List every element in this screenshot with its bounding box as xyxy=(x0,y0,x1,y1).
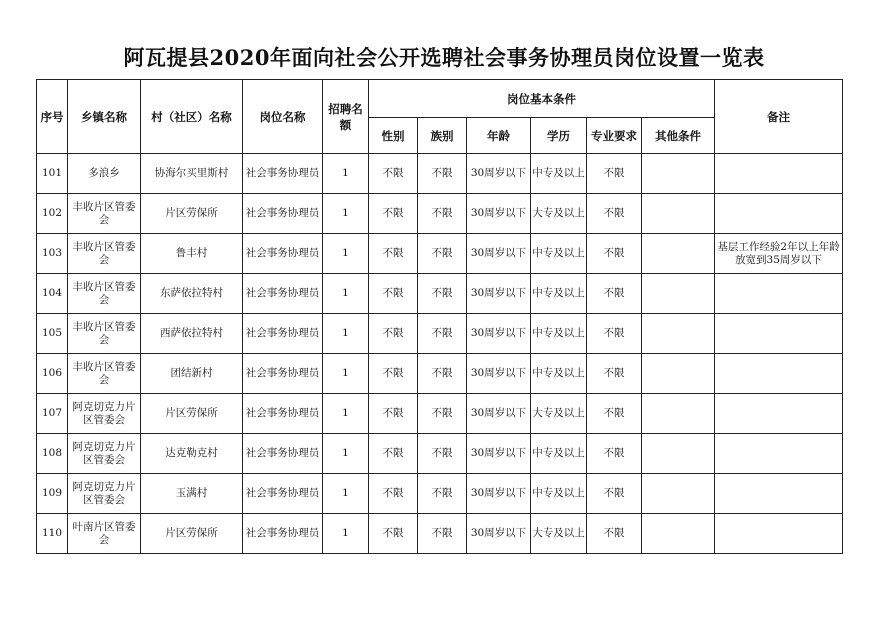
cell-education: 中专及以上 xyxy=(531,354,587,394)
cell-post: 社会事务协理员 xyxy=(243,314,323,354)
cell-major: 不限 xyxy=(587,354,642,394)
cell-remarks xyxy=(715,194,843,234)
cell-major: 不限 xyxy=(587,474,642,514)
cell-village: 鲁丰村 xyxy=(141,234,243,274)
cell-major: 不限 xyxy=(587,154,642,194)
cell-education: 中专及以上 xyxy=(531,234,587,274)
cell-education: 中专及以上 xyxy=(531,154,587,194)
cell-post: 社会事务协理员 xyxy=(243,354,323,394)
table-row xyxy=(37,274,843,314)
cell-quota: 1 xyxy=(323,474,369,514)
cell-education: 大专及以上 xyxy=(531,514,587,554)
cell-major: 不限 xyxy=(587,314,642,354)
cell-seq: 106 xyxy=(37,354,68,394)
header-education: 学历 xyxy=(531,118,587,154)
cell-remarks xyxy=(715,514,843,554)
cell-gender: 不限 xyxy=(369,394,418,434)
cell-seq: 107 xyxy=(37,394,68,434)
cell-age: 30周岁以下 xyxy=(467,194,531,234)
header-age: 年龄 xyxy=(467,118,531,154)
cell-village: 协海尔买里斯村 xyxy=(141,154,243,194)
cell-village: 团结新村 xyxy=(141,354,243,394)
cell-major: 不限 xyxy=(587,234,642,274)
cell-post: 社会事务协理员 xyxy=(243,274,323,314)
cell-town: 阿克切克力片区管委会 xyxy=(68,394,141,434)
cell-town: 丰收片区管委会 xyxy=(68,274,141,314)
cell-remarks xyxy=(715,154,843,194)
cell-remarks xyxy=(715,354,843,394)
cell-village: 玉满村 xyxy=(141,474,243,514)
cell-remarks xyxy=(715,474,843,514)
table-row xyxy=(37,154,843,194)
cell-remarks: 基层工作经验2年以上年龄放宽到35周岁以下 xyxy=(715,234,843,274)
cell-seq: 109 xyxy=(37,474,68,514)
cell-village: 东萨依拉特村 xyxy=(141,274,243,314)
cell-gender: 不限 xyxy=(369,514,418,554)
table-row xyxy=(37,234,843,274)
header-other: 其他条件 xyxy=(642,118,715,154)
cell-quota: 1 xyxy=(323,394,369,434)
cell-age: 30周岁以下 xyxy=(467,234,531,274)
cell-other xyxy=(642,354,715,394)
cell-age: 30周岁以下 xyxy=(467,354,531,394)
cell-gender: 不限 xyxy=(369,234,418,274)
cell-ethnicity: 不限 xyxy=(418,354,467,394)
header-ethnicity: 族别 xyxy=(418,118,467,154)
cell-other xyxy=(642,154,715,194)
cell-major: 不限 xyxy=(587,394,642,434)
cell-town: 多浪乡 xyxy=(68,154,141,194)
cell-age: 30周岁以下 xyxy=(467,314,531,354)
cell-town: 阿克切克力片区管委会 xyxy=(68,434,141,474)
cell-quota: 1 xyxy=(323,314,369,354)
cell-age: 30周岁以下 xyxy=(467,394,531,434)
cell-town: 丰收片区管委会 xyxy=(68,194,141,234)
cell-other xyxy=(642,474,715,514)
table-row xyxy=(37,354,843,394)
cell-quota: 1 xyxy=(323,354,369,394)
table-row xyxy=(37,194,843,234)
cell-major: 不限 xyxy=(587,514,642,554)
cell-post: 社会事务协理员 xyxy=(243,474,323,514)
cell-village: 片区劳保所 xyxy=(141,394,243,434)
cell-town: 阿克切克力片区管委会 xyxy=(68,474,141,514)
cell-gender: 不限 xyxy=(369,434,418,474)
cell-quota: 1 xyxy=(323,274,369,314)
header-gender: 性别 xyxy=(369,118,418,154)
table-row xyxy=(37,514,843,554)
header-seq: 序号 xyxy=(37,80,68,154)
table-row xyxy=(37,394,843,434)
cell-post: 社会事务协理员 xyxy=(243,394,323,434)
cell-other xyxy=(642,394,715,434)
positions-table xyxy=(36,79,843,554)
cell-major: 不限 xyxy=(587,194,642,234)
cell-gender: 不限 xyxy=(369,474,418,514)
cell-seq: 104 xyxy=(37,274,68,314)
cell-town: 丰收片区管委会 xyxy=(68,354,141,394)
cell-gender: 不限 xyxy=(369,274,418,314)
cell-education: 大专及以上 xyxy=(531,194,587,234)
cell-ethnicity: 不限 xyxy=(418,154,467,194)
cell-seq: 105 xyxy=(37,314,68,354)
cell-gender: 不限 xyxy=(369,354,418,394)
cell-post: 社会事务协理员 xyxy=(243,154,323,194)
table-row xyxy=(37,474,843,514)
cell-ethnicity: 不限 xyxy=(418,314,467,354)
table-row xyxy=(37,314,843,354)
cell-other xyxy=(642,274,715,314)
cell-post: 社会事务协理员 xyxy=(243,434,323,474)
cell-quota: 1 xyxy=(323,234,369,274)
cell-quota: 1 xyxy=(323,194,369,234)
cell-education: 大专及以上 xyxy=(531,394,587,434)
cell-village: 片区劳保所 xyxy=(141,194,243,234)
cell-gender: 不限 xyxy=(369,314,418,354)
header-quota: 招聘名额 xyxy=(323,80,369,154)
cell-seq: 101 xyxy=(37,154,68,194)
cell-education: 中专及以上 xyxy=(531,274,587,314)
cell-village: 达克勒克村 xyxy=(141,434,243,474)
header-major: 专业要求 xyxy=(587,118,642,154)
cell-other xyxy=(642,234,715,274)
cell-seq: 108 xyxy=(37,434,68,474)
cell-major: 不限 xyxy=(587,434,642,474)
header-conditions: 岗位基本条件 xyxy=(369,80,715,118)
cell-post: 社会事务协理员 xyxy=(243,514,323,554)
cell-gender: 不限 xyxy=(369,154,418,194)
cell-post: 社会事务协理员 xyxy=(243,234,323,274)
cell-remarks xyxy=(715,314,843,354)
cell-age: 30周岁以下 xyxy=(467,474,531,514)
cell-other xyxy=(642,434,715,474)
cell-remarks xyxy=(715,274,843,314)
cell-age: 30周岁以下 xyxy=(467,274,531,314)
cell-ethnicity: 不限 xyxy=(418,274,467,314)
cell-town: 丰收片区管委会 xyxy=(68,314,141,354)
cell-remarks xyxy=(715,434,843,474)
cell-seq: 102 xyxy=(37,194,68,234)
header-town: 乡镇名称 xyxy=(68,80,141,154)
cell-village: 西萨依拉特村 xyxy=(141,314,243,354)
cell-seq: 110 xyxy=(37,514,68,554)
cell-seq: 103 xyxy=(37,234,68,274)
cell-education: 中专及以上 xyxy=(531,434,587,474)
cell-other xyxy=(642,514,715,554)
cell-ethnicity: 不限 xyxy=(418,514,467,554)
cell-other xyxy=(642,314,715,354)
cell-post: 社会事务协理员 xyxy=(243,194,323,234)
cell-age: 30周岁以下 xyxy=(467,154,531,194)
cell-ethnicity: 不限 xyxy=(418,234,467,274)
cell-gender: 不限 xyxy=(369,194,418,234)
cell-age: 30周岁以下 xyxy=(467,434,531,474)
cell-village: 片区劳保所 xyxy=(141,514,243,554)
cell-quota: 1 xyxy=(323,514,369,554)
cell-ethnicity: 不限 xyxy=(418,474,467,514)
cell-ethnicity: 不限 xyxy=(418,434,467,474)
cell-education: 中专及以上 xyxy=(531,474,587,514)
cell-quota: 1 xyxy=(323,154,369,194)
cell-major: 不限 xyxy=(587,274,642,314)
cell-ethnicity: 不限 xyxy=(418,394,467,434)
cell-quota: 1 xyxy=(323,434,369,474)
cell-other xyxy=(642,194,715,234)
table-row xyxy=(37,434,843,474)
header-village: 村（社区）名称 xyxy=(141,80,243,154)
header-post: 岗位名称 xyxy=(243,80,323,154)
cell-ethnicity: 不限 xyxy=(418,194,467,234)
cell-town: 叶南片区管委会 xyxy=(68,514,141,554)
cell-remarks xyxy=(715,394,843,434)
header-remarks: 备注 xyxy=(715,80,843,154)
cell-town: 丰收片区管委会 xyxy=(68,234,141,274)
cell-age: 30周岁以下 xyxy=(467,514,531,554)
cell-education: 中专及以上 xyxy=(531,314,587,354)
page-title: 阿瓦提县2020年面向社会公开选聘社会事务协理员岗位设置一览表 xyxy=(123,45,765,70)
